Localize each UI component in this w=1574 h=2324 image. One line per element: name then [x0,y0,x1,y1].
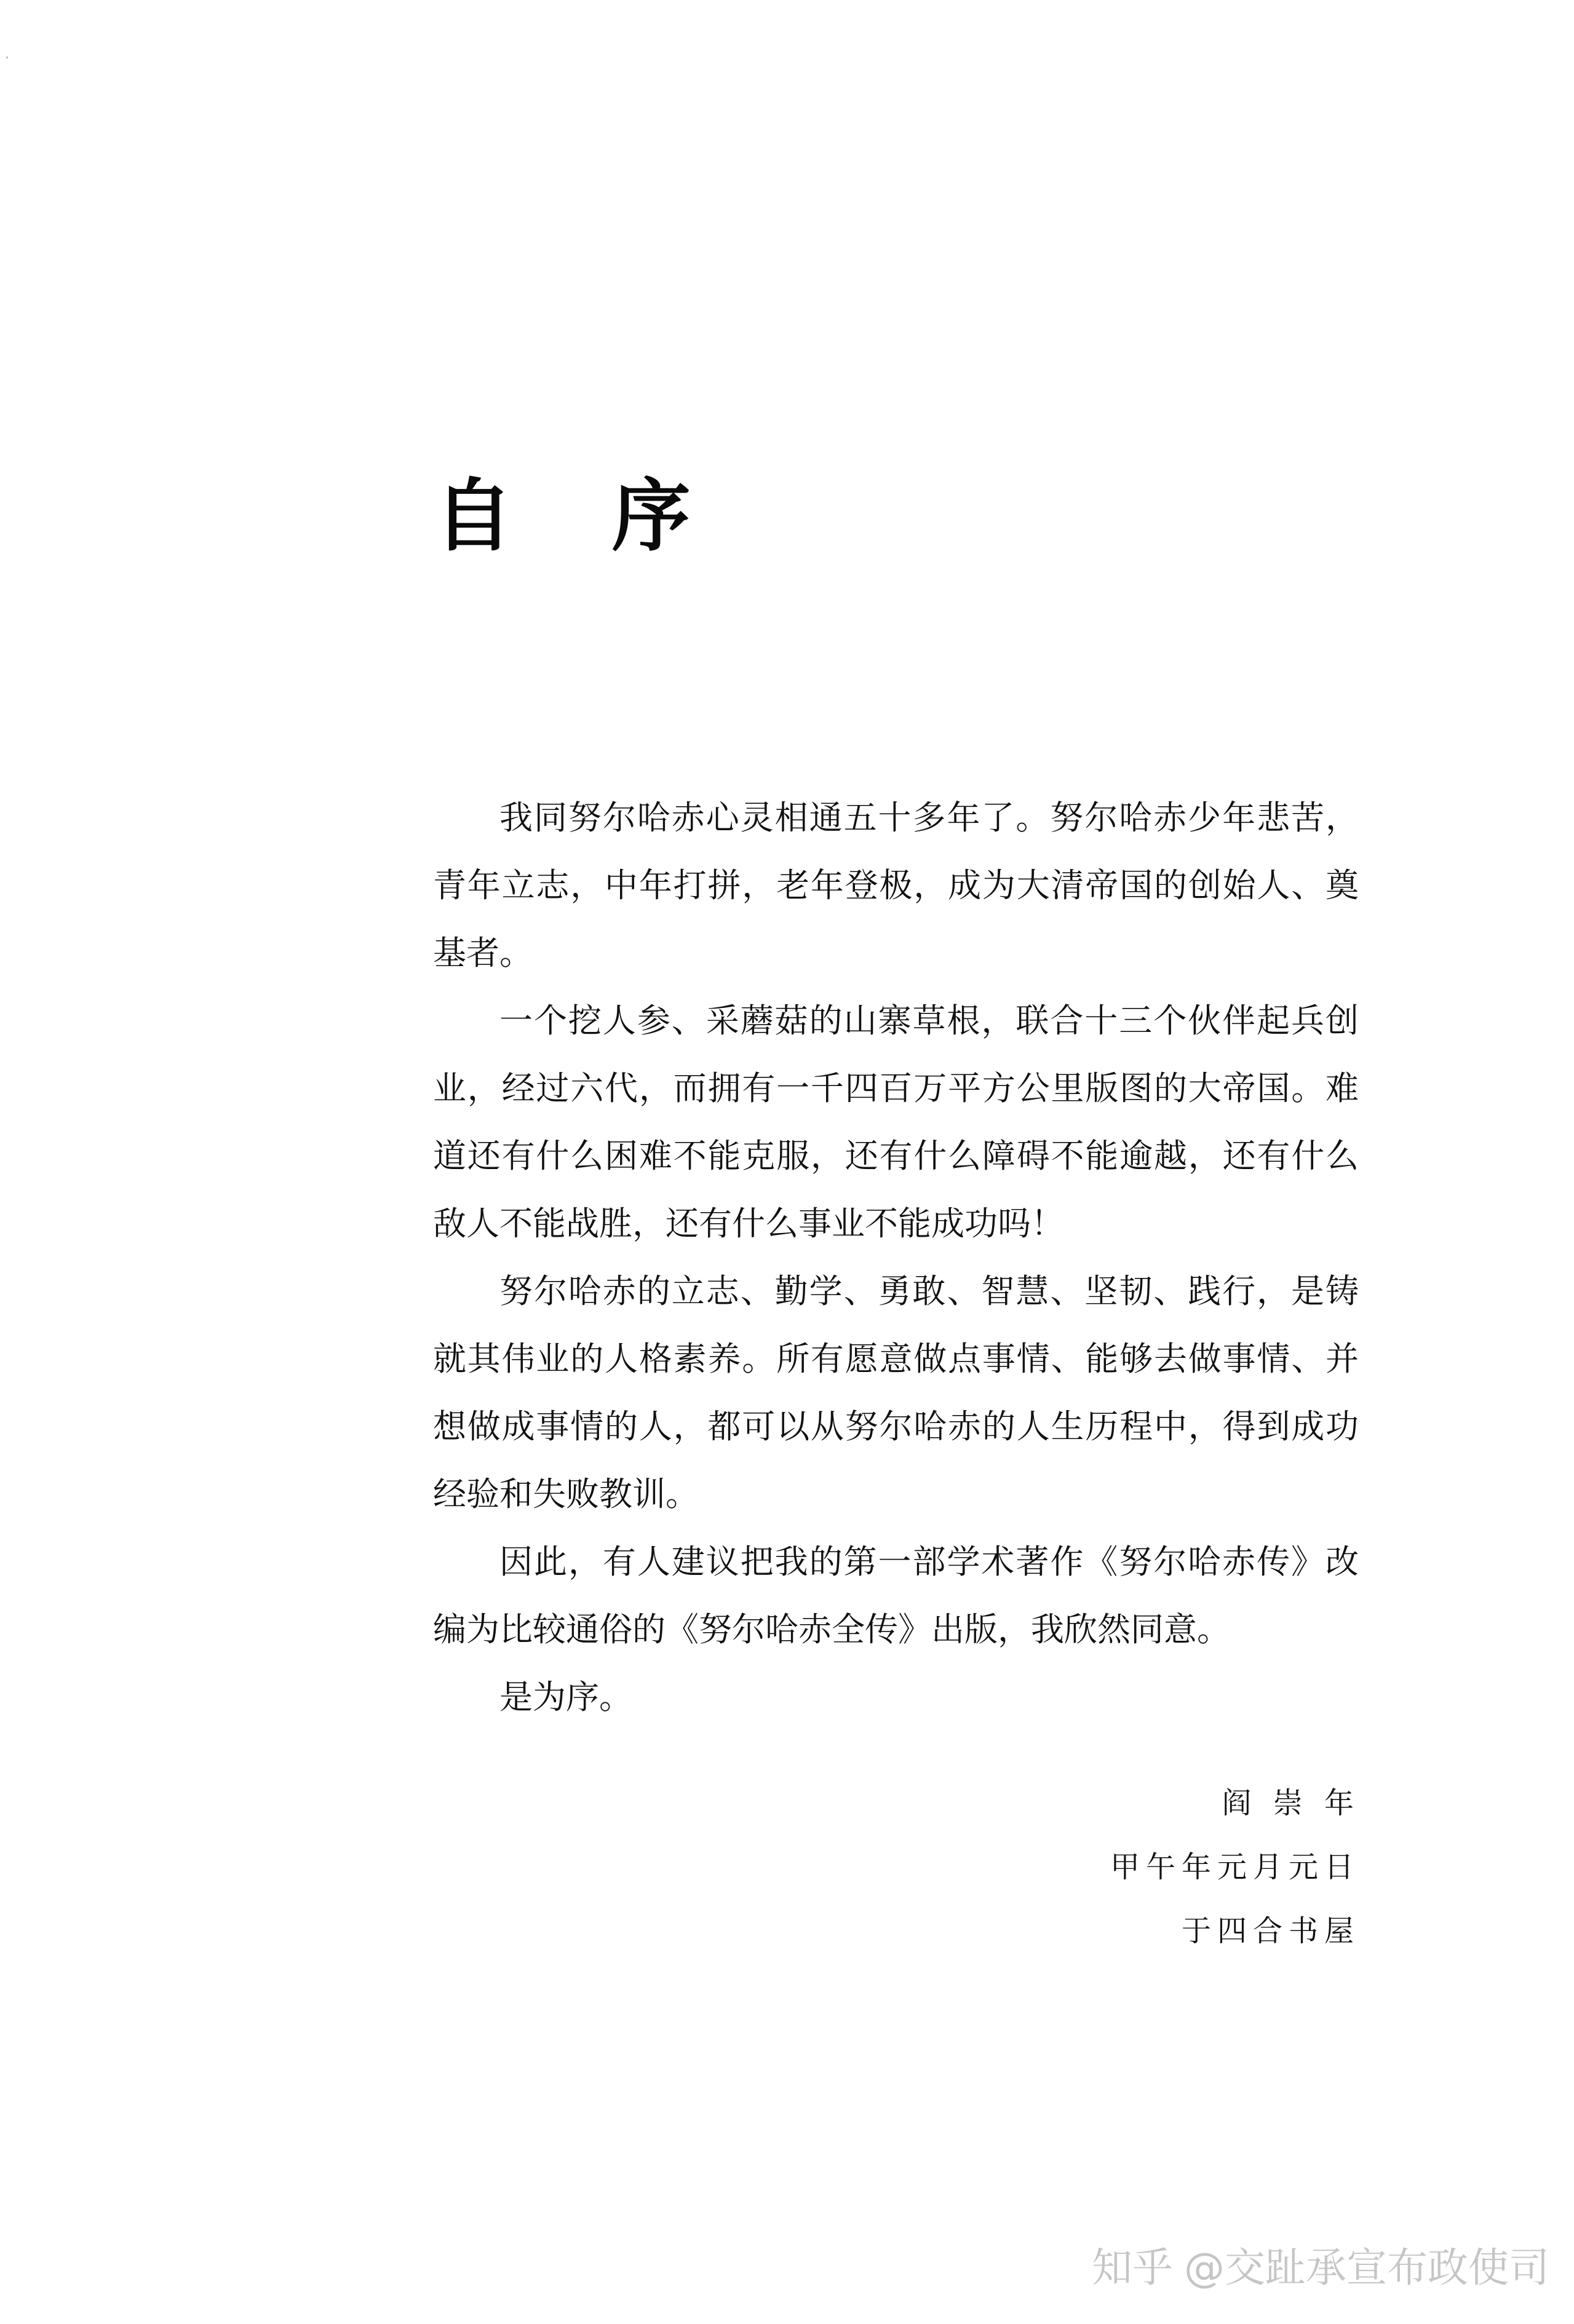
watermark-user: @交趾承宣布政使司 [1184,2244,1549,2291]
paragraph: 是为序。 [499,1678,632,1716]
scan-speck [6,57,8,58]
author-name: 阎 崇 年 [1222,1786,1360,1820]
watermark [1092,2243,1549,2293]
paragraph: 因此，有人建议把我的第一部学术著作《努尔哈赤传》改编为比较通俗的《努尔哈赤全传》出版，我欣然同意。 [433,1542,1359,1649]
paragraph: 努尔哈赤的立志、勤学、勇敢、智慧、坚韧、践行，是铸就其伟业的人格素养。所有愿意做点事情、能够去做事情、并想做成事情的人，都可以从努尔哈赤的人生历程中，得到成功经验和失败教训。 [433,1272,1359,1513]
paragraph: 我同努尔哈赤心灵相通五十多年了。努尔哈赤少年悲苦，青年立志，中年打拼，老年登极，成为大清帝国的创始人、奠基者。 [433,798,1359,972]
page-title: 自 序 [434,470,726,562]
signature-place: 于四合书屋 [1181,1914,1360,1948]
watermark-site: 知乎 [1092,2244,1173,2291]
paragraph: 一个挖人参、采蘑菇的山寨草根，联合十三个伙伴起兵创业，经过六代，而拥有一千四百万平方公里版图的大帝国。难道还有什么困难不能克服，还有什么障碍不能逾越，还有什么敌人不能战胜，还有什么事业不能成功吗！ [433,1001,1359,1243]
preface-body [433,784,1359,1731]
signature-block [1110,1771,1360,1963]
signature-date: 甲午年元月元日 [1110,1850,1360,1884]
